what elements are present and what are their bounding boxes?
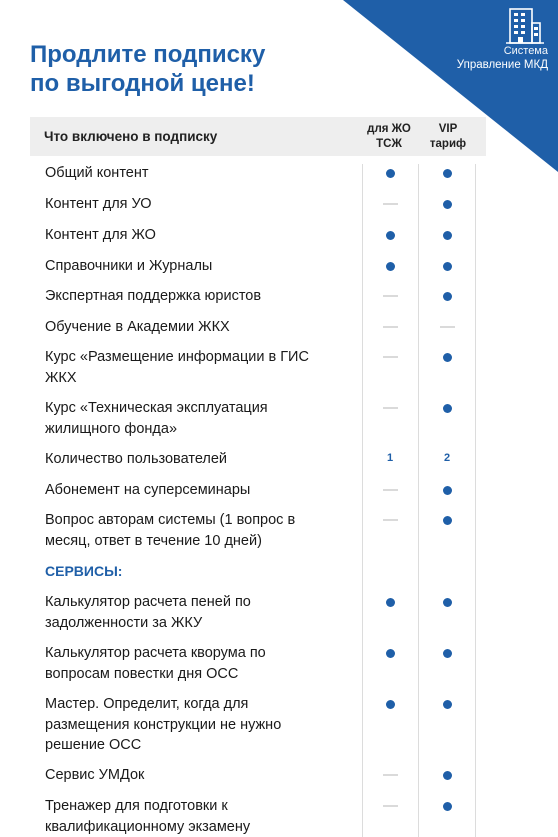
brand-line-1: Система — [503, 45, 548, 57]
table-row — [45, 225, 345, 246]
title-line-2: по выгодной цене! — [30, 70, 255, 97]
not-included-dash-icon — [383, 805, 398, 807]
table-row — [45, 765, 345, 786]
row-label-line: Мастер. Определит, когда для — [45, 696, 249, 712]
not-included-dash-icon — [440, 326, 455, 328]
user-count-value: 2 — [443, 452, 451, 464]
included-dot-icon — [443, 516, 452, 525]
included-dot-icon — [386, 169, 395, 178]
included-dot-icon — [443, 292, 452, 301]
table-row — [45, 286, 345, 307]
title-line-1: Продлите подписку — [30, 41, 266, 68]
included-dot-icon — [443, 486, 452, 495]
row-label-line: решение ОСС — [45, 737, 142, 753]
section-heading — [45, 561, 345, 582]
included-dot-icon — [386, 262, 395, 271]
table-row — [45, 480, 345, 501]
row-label-line: Курс «Техническая эксплуатация — [45, 400, 268, 416]
not-included-dash-icon — [383, 203, 398, 205]
row-label-line: Контент для ЖО — [45, 227, 156, 243]
row-label-line: ЖКХ — [45, 369, 77, 386]
not-included-dash-icon — [383, 519, 398, 521]
not-included-dash-icon — [383, 407, 398, 409]
row-label-line: жилищного фонда» — [45, 420, 178, 437]
table-row — [45, 592, 345, 633]
included-dot-icon — [443, 802, 452, 811]
table-row — [45, 317, 345, 338]
table-row — [45, 643, 345, 684]
column-header-jo-line-2: ТСЖ — [376, 138, 402, 150]
not-included-dash-icon — [383, 489, 398, 491]
table-row — [45, 163, 345, 184]
row-label-line: месяц, ответ в течение 10 дней) — [45, 532, 262, 549]
row-label-line: Тренажер для подготовки к — [45, 798, 228, 814]
included-dot-icon — [443, 598, 452, 607]
column-header-vip-line-1: VIP — [438, 123, 458, 135]
brand-line-2: Управление МКД — [456, 59, 548, 71]
row-label-line: Экспертная поддержка юристов — [45, 288, 262, 304]
included-dot-icon — [443, 200, 452, 209]
included-dot-icon — [443, 771, 452, 780]
table-row — [45, 510, 345, 551]
row-label-line: Сервис УМДок — [45, 767, 145, 783]
not-included-dash-icon — [383, 774, 398, 776]
row-label-line: Курс «Размещение информации в ГИС — [45, 349, 309, 365]
included-dot-icon — [386, 700, 395, 709]
included-dot-icon — [386, 231, 395, 240]
table-row — [45, 398, 345, 439]
table-row — [45, 796, 345, 837]
row-label-line: Калькулятор расчета кворума по — [45, 645, 266, 661]
column-header-vip-line-2: тариф — [429, 138, 467, 150]
included-dot-icon — [443, 353, 452, 362]
not-included-dash-icon — [383, 356, 398, 358]
table-row — [45, 694, 345, 756]
not-included-dash-icon — [383, 326, 398, 328]
table-row — [45, 256, 345, 277]
included-dot-icon — [443, 649, 452, 658]
row-label-line: СЕРВИСЫ: — [45, 563, 123, 579]
row-label-line: размещения конструкции не нужно — [45, 716, 282, 733]
included-dot-icon — [443, 231, 452, 240]
included-dot-icon — [443, 404, 452, 413]
row-label-line: Калькулятор расчета пеней по — [45, 594, 251, 610]
row-label-line: вопросам повестки дня ОСС — [45, 665, 239, 682]
included-dot-icon — [443, 169, 452, 178]
row-label-line: Вопрос авторам системы (1 вопрос в — [45, 512, 296, 528]
table-row — [45, 347, 345, 388]
table-row — [45, 449, 345, 470]
row-label-line: Общий контент — [45, 165, 149, 181]
row-label-line: задолженности за ЖКУ — [45, 614, 203, 631]
table-row — [45, 194, 345, 215]
included-dot-icon — [443, 262, 452, 271]
table-header-title: Что включено в подписку — [44, 129, 218, 144]
included-dot-icon — [386, 649, 395, 658]
not-included-dash-icon — [383, 295, 398, 297]
row-label-line: квалификационному экзамену — [45, 818, 251, 835]
row-label-line: Обучение в Академии ЖКХ — [45, 319, 230, 335]
included-dot-icon — [386, 598, 395, 607]
included-dot-icon — [443, 700, 452, 709]
column-header-jo-line-1: для ЖО — [367, 123, 411, 135]
user-count-value: 1 — [386, 452, 394, 464]
row-label-line: Справочники и Журналы — [45, 258, 213, 274]
row-label-line: Абонемент на суперсеминары — [45, 482, 251, 498]
row-label-line: Контент для УО — [45, 196, 152, 212]
row-label-line: Количество пользователей — [45, 451, 228, 467]
